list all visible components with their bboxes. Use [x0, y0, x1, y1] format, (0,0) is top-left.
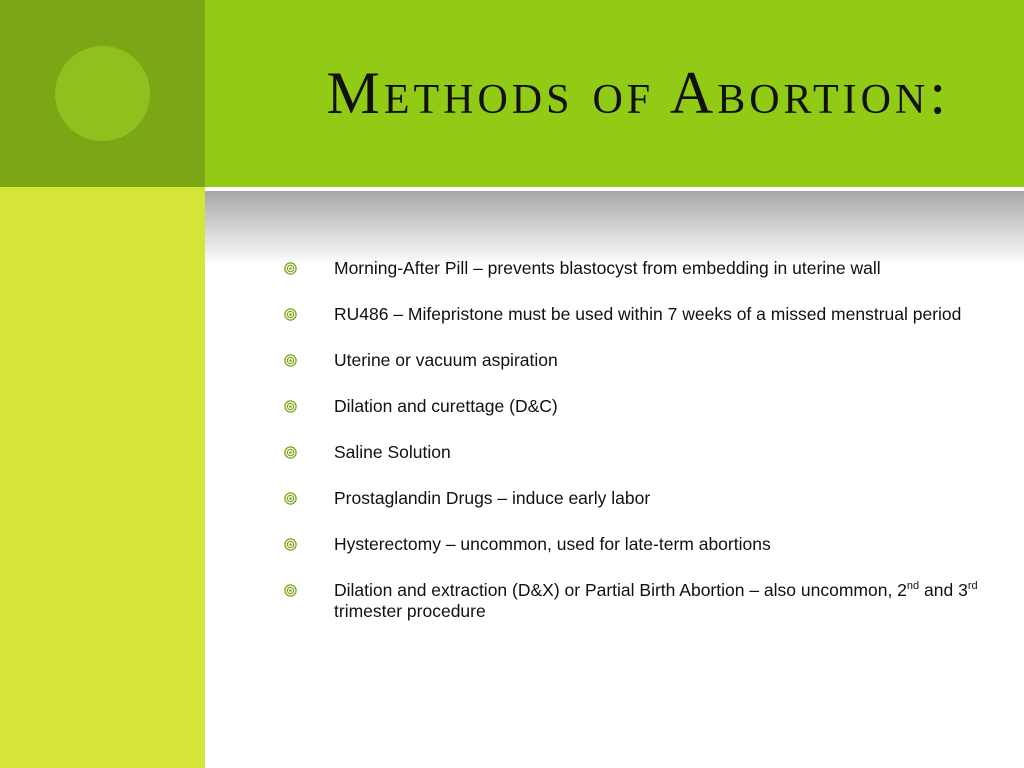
circle-bullet-icon	[284, 262, 297, 275]
bullet-text: RU486 – Mifepristone must be used within 7 weeks of a missed menstrual period	[334, 304, 962, 324]
bullet-text	[334, 580, 978, 621]
bullet-item	[284, 442, 984, 463]
decorative-circle	[55, 46, 150, 141]
bullet-text-part: Dilation and extraction (D&X) or Partial Birth Abortion – also uncommon, 2	[334, 580, 907, 600]
bullet-item	[284, 580, 984, 622]
bullet-item	[284, 350, 984, 371]
bullet-text: Dilation and curettage (D&C)	[334, 396, 558, 416]
ordinal-superscript: nd	[906, 580, 920, 593]
corner-block	[0, 0, 205, 187]
bullet-text: Hysterectomy – uncommon, used for late-term abortions	[334, 534, 771, 554]
circle-bullet-icon	[284, 584, 297, 597]
bullet-text: Saline Solution	[334, 442, 451, 462]
circle-bullet-icon	[284, 400, 297, 413]
bullet-item	[284, 304, 984, 325]
bullet-list	[284, 258, 984, 647]
bullet-text: Prostaglandin Drugs – induce early labor	[334, 488, 651, 508]
left-accent-bar	[0, 187, 205, 768]
bullet-item	[284, 396, 984, 417]
circle-bullet-icon	[284, 308, 297, 321]
circle-bullet-icon	[284, 492, 297, 505]
bullet-text-part: and 3	[919, 580, 968, 600]
circle-bullet-icon	[284, 354, 297, 367]
slide-title: Methods of Abortion:	[326, 60, 950, 126]
bullet-text-part: trimester procedure	[334, 601, 486, 621]
gradient-band	[205, 191, 1024, 266]
circle-bullet-icon	[284, 446, 297, 459]
bullet-item	[284, 258, 984, 279]
bullet-item	[284, 488, 984, 509]
bullet-item	[284, 534, 984, 555]
bullet-text: Uterine or vacuum aspiration	[334, 350, 558, 370]
ordinal-superscript: rd	[967, 580, 978, 593]
bullet-text: Morning-After Pill – prevents blastocyst from embedding in uterine wall	[334, 258, 881, 278]
circle-bullet-icon	[284, 538, 297, 551]
